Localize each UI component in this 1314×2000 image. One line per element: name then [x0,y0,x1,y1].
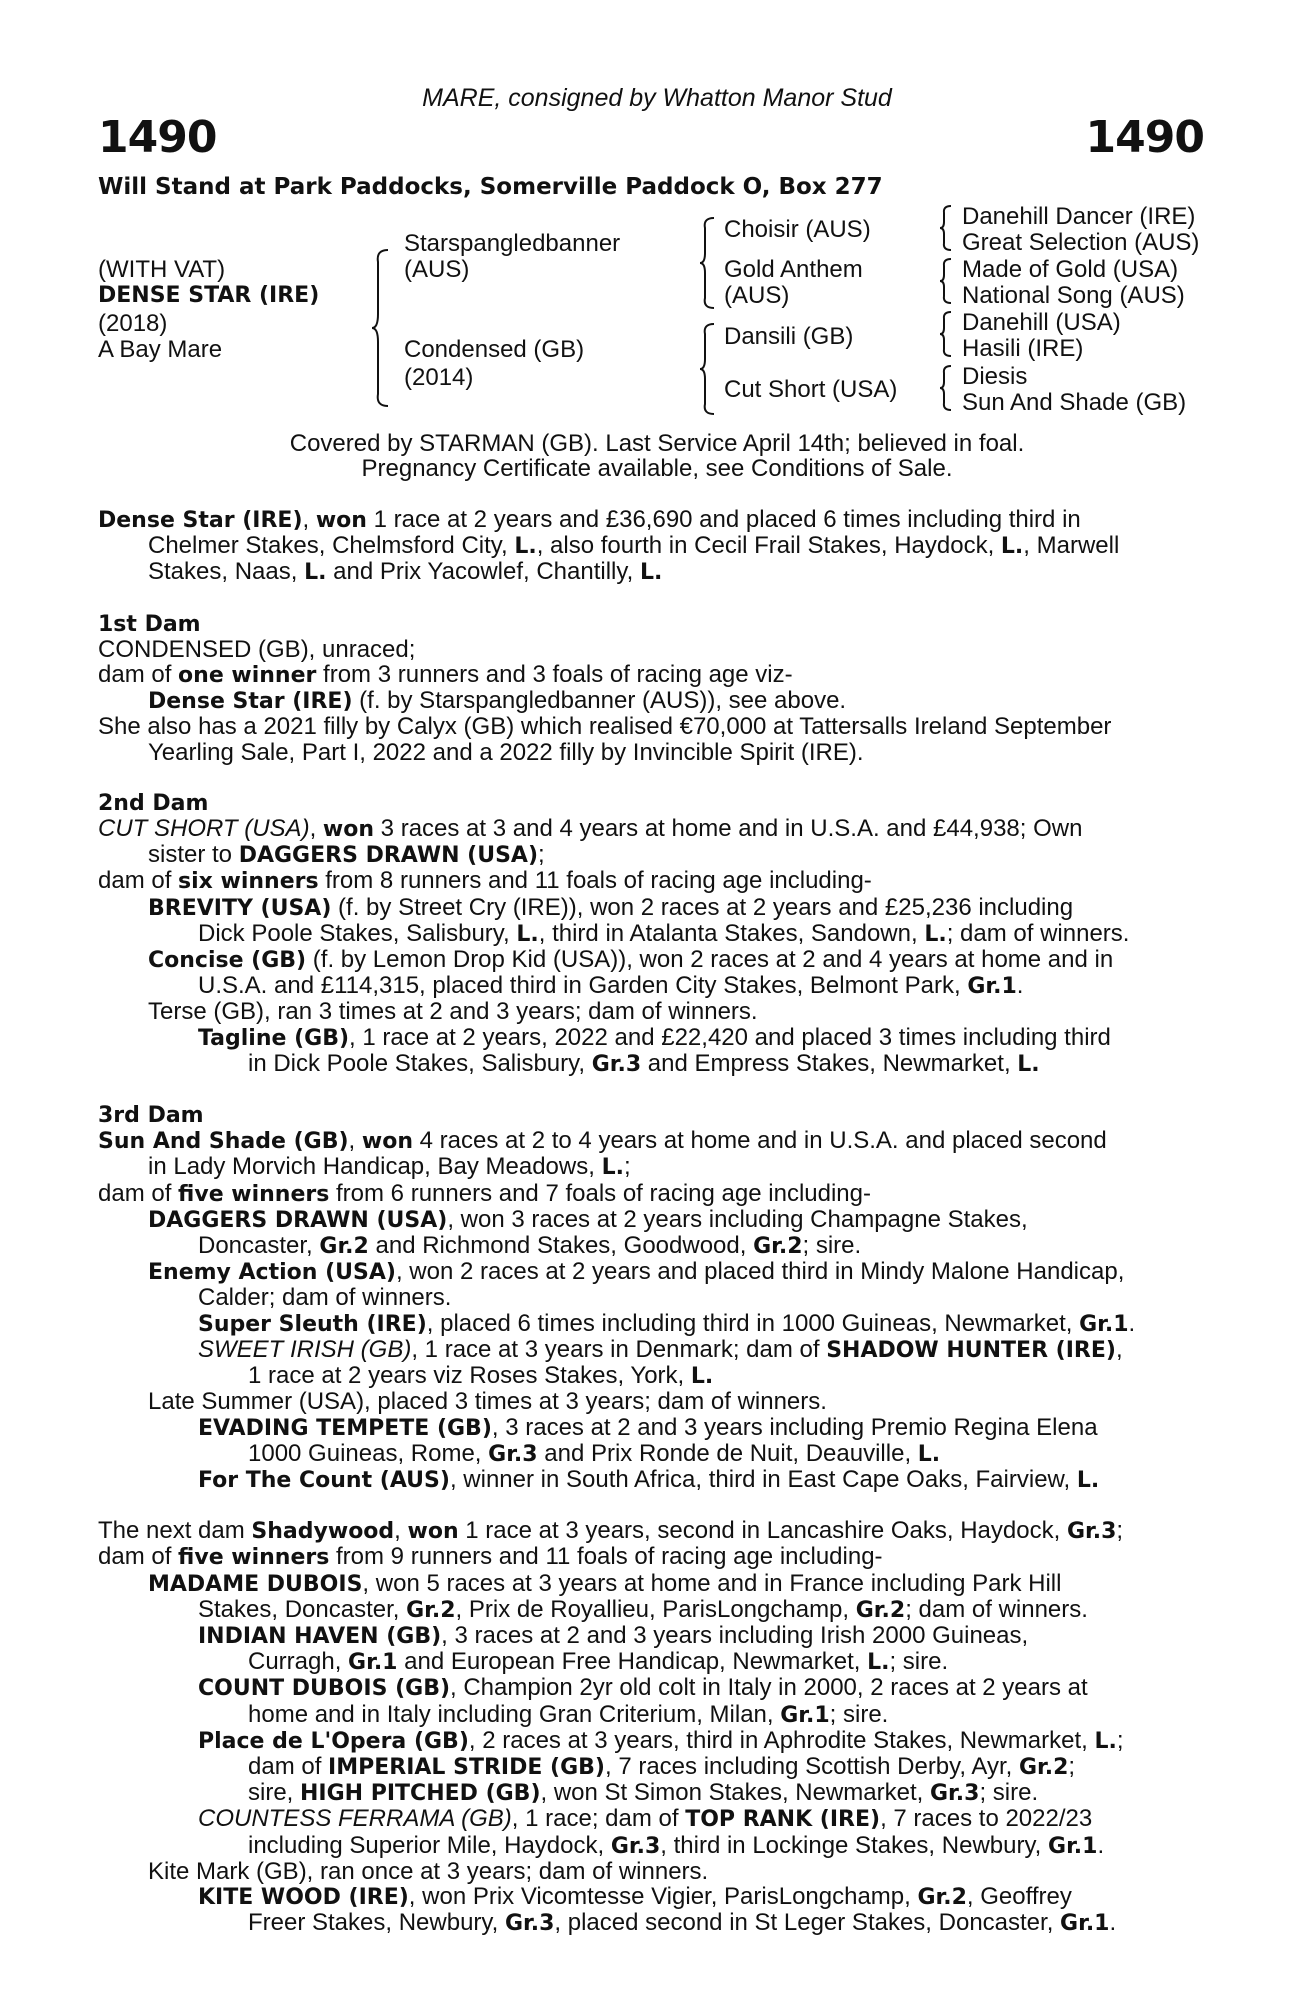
text-line [98,1649,1192,1675]
text: . [1016,972,1024,1000]
bold-text: TOP RANK (IRE) [685,1807,881,1833]
bold-text: L. [639,560,663,586]
text-line [98,662,1192,688]
italic-text: SWEET IRISH (GB) [198,1335,412,1363]
text-line [98,1154,1192,1180]
bold-text: Gr.3 [1066,1519,1117,1545]
covering-line-2: Pregnancy Certificate available, see Conditions of Sale. [361,455,953,482]
text-line [98,947,1192,973]
pedigree-brace-dam [698,322,718,416]
pedigree-brace-g3-2 [938,257,954,305]
text: 1000 Guineas, Rome, [248,1439,489,1467]
text-line [98,842,1192,868]
text-line [98,1910,1192,1936]
text-line [98,714,1192,739]
bold-text: Gr.1 [1048,1833,1098,1859]
text-line [98,1128,1192,1154]
sire-dam-line1: Gold Anthem [724,256,863,283]
text: Freer Stakes, Newbury, [248,1909,505,1937]
bold-text: Gr.1 [967,974,1017,1000]
bold-text: L. [1017,1051,1040,1077]
bold-text: five winners [178,1181,330,1207]
bold-text: Gr.3 [591,1051,642,1077]
text: and Prix Ronde de Nuit, Deauville, [537,1439,918,1467]
bold-text: Gr.1 [1060,1911,1110,1937]
gen3-6: Hasili (IRE) [962,335,1084,362]
text: from 8 runners and 11 foals of racing age including- [318,867,872,895]
bold-text: MADAME DUBOIS [148,1571,363,1597]
text: (f. by Street Cry (IRE)), won 2 races at 2 years and £25,236 including [331,893,1074,921]
bold-text: For The Count (AUS) [198,1467,450,1493]
text-line [98,1780,1192,1806]
text-line [98,1285,1192,1310]
bold-text: Sun And Shade (GB) [98,1129,349,1155]
bold-text: L. [924,921,947,947]
text: , winner in South Africa, third in East Cape Oaks, Fairview, [449,1465,1077,1493]
bold-text: Dense Star (IRE) [148,689,353,715]
bold-text: Gr.3 [610,1833,661,1859]
catalogue-text [98,507,1192,1936]
text: , Champion 2yr old colt in Italy in 2000, 2 races at 2 years at [450,1674,1088,1702]
text: sire, [248,1779,301,1807]
lot-number-right: 1490 [1085,112,1204,163]
text: , 2 races at 3 years, third in Aphrodite Stakes, Newmarket, [468,1726,1095,1754]
text-line [98,1544,1192,1570]
text: , placed 6 times including third in 1000 Guineas, Newmarket, [426,1309,1080,1337]
gen3-2: Great Selection (AUS) [962,229,1200,256]
bold-text: Enemy Action (USA) [148,1260,396,1286]
text-line [98,868,1192,894]
text-line [98,1025,1192,1051]
text: ; [1116,1726,1124,1754]
section-heading [98,790,1192,816]
text: , won 3 races at 2 years including Champagne Stakes, [447,1205,1028,1233]
sire-sire: Choisir (AUS) [724,216,871,243]
bold-text: Gr.2 [406,1597,456,1623]
text: , also fourth in Cecil Frail Stakes, Haydock, [536,532,1001,560]
text: , Prix de Royallieu, ParisLongchamp, [455,1595,856,1623]
text: dam of [98,1179,179,1207]
bold-text: L. [1000,534,1024,560]
bold-text: L. [514,534,537,560]
text: , won 2 races at 2 years and placed third in Mindy Malone Handicap, [395,1258,1125,1286]
text: including Superior Mile, Haydock, [248,1831,611,1859]
bold-text: IMPERIAL STRIDE (GB) [328,1754,605,1780]
text-line [98,816,1192,842]
bold-text: L. [304,560,327,586]
text: ; dam of winners. [905,1595,1088,1623]
bold-text: 2nd Dam [98,790,209,816]
bold-text: KITE WOOD (IRE) [198,1884,409,1910]
bold-text: DAGGERS DRAWN (USA) [238,843,539,869]
text-line [98,1518,1192,1544]
text: Kite Mark (GB), ran once at 3 years; dam of winners. [148,1857,709,1885]
bold-text: HIGH PITCHED (GB) [300,1781,541,1807]
bold-text: Dense Star (IRE) [98,508,303,533]
bold-text: 3rd Dam [98,1103,204,1129]
text: ; dam of winners. [946,919,1130,947]
text-line [98,1363,1192,1389]
text: CONDENSED (GB), unraced; [98,635,416,663]
text: Stakes, Doncaster, [198,1595,407,1623]
bold-text: BREVITY (USA) [148,895,332,921]
text-line [98,1728,1192,1754]
text-line [98,1884,1192,1910]
text: ; [538,841,545,869]
horse-year: (2018) [98,310,168,337]
stand-info: Will Stand at Park Paddocks, Somerville Paddock O, Box 277 [98,174,883,200]
text: ; sire. [889,1648,949,1676]
text: . [1109,1909,1117,1937]
text: , [1115,1335,1123,1363]
bold-text: six winners [178,869,319,895]
dam-name-line1: Condensed (GB) [404,336,585,363]
text: , won 5 races at 3 years at home and in France including Park Hill [362,1569,1062,1597]
text: ; sire. [829,1700,889,1728]
bold-text: L. [690,1364,714,1390]
text: dam of [98,661,179,689]
text-line [98,637,1192,662]
bold-text: Gr.3 [930,1781,980,1807]
horse-vat: (WITH VAT) [98,256,226,283]
bold-text: won [407,1519,459,1545]
text: , [348,1127,362,1155]
text: 3 races at 3 and 4 years at home and in U.S.A. and £44,938; Own [374,815,1083,843]
text: and European Free Handicap, Newmarket, [397,1648,868,1676]
text: Dick Poole Stakes, Salisbury, [198,919,517,947]
gen3-1: Danehill Dancer (IRE) [962,203,1196,230]
text: , 3 races at 2 and 3 years including Irish 2000 Guineas, [441,1621,1029,1649]
pedigree-brace-g3-1 [938,204,954,252]
text-line [98,533,1192,559]
text: and Prix Yacowlef, Chantilly, [326,558,640,586]
bold-text: Gr.2 [917,1884,967,1910]
text-line [98,559,1192,585]
pedigree-brace-main [370,248,392,408]
bold-text: Gr.2 [1018,1754,1069,1780]
gen3-3: Made of Gold (USA) [962,256,1179,283]
text: Yearling Sale, Part I, 2022 and a 2022 filly by Invincible Spirit (IRE). [148,738,864,766]
bold-text: Gr.3 [488,1441,538,1467]
text: ; sire. [979,1779,1039,1807]
gen3-4: National Song (AUS) [962,282,1185,309]
section-heading [98,1102,1192,1128]
text: The next dam [98,1517,252,1545]
text: in Dick Poole Stakes, Salisbury, [248,1049,592,1077]
text: . [1097,1831,1105,1859]
bold-text: L. [1094,1728,1117,1754]
text: Late Summer (USA), placed 3 times at 3 years; dam of winners. [148,1388,827,1416]
horse-description: A Bay Mare [98,336,223,363]
text-line [98,1833,1192,1859]
text-line [98,921,1192,947]
text: 1 race at 3 years, second in Lancashire Oaks, Haydock, [458,1517,1067,1545]
text: in Lady Morvich Handicap, Bay Meadows, [148,1153,602,1181]
text: , won St Simon Stakes, Newmarket, [540,1779,930,1807]
text: ; [623,1153,631,1181]
bold-text: Shadywood [251,1519,395,1545]
bold-text: Place de L'Opera (GB) [198,1728,469,1754]
text: , [302,506,316,533]
sire-name-line1: Starspangledbanner [404,230,621,257]
text-line [98,1181,1192,1207]
bold-text: SHADOW HUNTER (IRE) [826,1337,1116,1363]
consignor-subtitle: MARE, consigned by Whatton Manor Stud [422,84,892,112]
text-line [98,1337,1192,1363]
text: , 1 race at 3 years in Denmark; dam of [411,1335,827,1363]
text-line [98,1233,1192,1259]
pedigree-brace-sire [698,216,718,310]
bold-text: Gr.2 [319,1234,369,1260]
text: Stakes, Naas, [148,558,305,586]
text: dam of [98,867,179,895]
text-line [98,1623,1192,1649]
text: home and in Italy including Gran Criterium, Milan, [248,1700,781,1728]
text-line [98,999,1192,1024]
text: from 3 runners and 3 foals of racing age viz- [316,661,793,689]
text: (f. by Lemon Drop Kid (USA)), won 2 races at 2 and 4 years at home and in [306,946,1114,974]
dam-dam: Cut Short (USA) [724,376,898,403]
text-line [98,740,1192,765]
text: ; [1116,1517,1124,1545]
text: Doncaster, [198,1232,320,1260]
text-line [98,1207,1192,1233]
text: 1 race at 2 years viz Roses Stakes, York, [248,1362,691,1390]
text: , 7 races to 2022/23 [880,1805,1093,1833]
text-line [98,895,1192,921]
text: , 1 race at 2 years, 2022 and £22,420 and placed 3 times including third [349,1023,1111,1051]
bold-text: won [322,817,375,843]
bold-text: L. [601,1155,624,1181]
text: , [309,815,323,843]
text-line [98,507,1192,533]
text: from 6 runners and 7 foals of racing age including- [329,1179,871,1207]
text: Chelmer Stakes, Chelmsford City, [148,532,515,560]
text-line [98,1571,1192,1597]
text: , third in Lockinge Stakes, Newbury, [660,1831,1049,1859]
bold-text: one winner [178,663,317,689]
bold-text: COUNT DUBOIS (GB) [198,1676,451,1702]
bold-text: INDIAN HAVEN (GB) [198,1623,442,1649]
pedigree-brace-g3-3 [938,310,954,358]
bold-text: Super Sleuth (IRE) [198,1311,427,1337]
text: sister to [148,841,239,869]
text: , [394,1517,408,1545]
text: 4 races at 2 to 4 years at home and in U.S.A. and placed second [413,1127,1107,1155]
text: , won Prix Vicomtesse Vigier, ParisLongchamp, [408,1882,918,1910]
text: from 9 runners and 11 foals of racing age including- [329,1543,883,1571]
bold-text: L. [1076,1467,1100,1493]
text-line [98,1389,1192,1414]
text-line [98,973,1192,999]
bold-text: Gr.1 [348,1650,398,1676]
text-line [98,1311,1192,1337]
text-line [98,1467,1192,1493]
lot-number-left: 1490 [98,112,217,163]
text: , 7 races including Scottish Derby, Ayr, [604,1752,1019,1780]
text: Calder; dam of winners. [198,1284,452,1312]
gen3-7: Diesis [962,363,1028,390]
sire-dam-line2: (AUS) [724,282,790,309]
bold-text: Gr.1 [780,1702,830,1728]
bold-text: Tagline (GB) [198,1025,350,1051]
text: Terse (GB), ran 3 times at 2 and 3 years; dam of winners. [148,998,758,1026]
text-line [98,1051,1192,1077]
text-line [98,688,1192,714]
text: ; sire. [802,1232,862,1260]
bold-text: won [315,508,367,533]
pedigree-brace-g3-4 [938,364,954,412]
dam-sire: Dansili (GB) [724,323,854,350]
covering-line-1: Covered by STARMAN (GB). Last Service April 14th; believed in foal. [289,430,1025,457]
text-line [98,1259,1192,1285]
bold-text: won [361,1129,413,1155]
text-line [98,1441,1192,1467]
italic-text: CUT SHORT (USA) [98,815,310,843]
text-line [98,1806,1192,1832]
text: , 3 races at 2 and 3 years including Premio Regina Elena [491,1413,1098,1441]
text-line [98,1754,1192,1780]
bold-text: Gr.3 [504,1911,555,1937]
text: (f. by Starspangledbanner (AUS)), see above. [352,687,847,715]
bold-text: DAGGERS DRAWN (USA) [148,1207,448,1233]
text: , Marwell [1023,532,1120,560]
bold-text: L. [516,921,539,947]
text: , placed second in St Leger Stakes, Doncaster, [554,1909,1061,1937]
text: , third in Atalanta Stakes, Sandown, [538,919,925,947]
text: ; [1068,1752,1076,1780]
bold-text: five winners [178,1545,330,1571]
text: She also has a 2021 filly by Calyx (GB) which realised €70,000 at Tattersalls Ireland September [98,713,1112,741]
text-line [98,1597,1192,1623]
dam-name-line2: (2014) [404,364,474,391]
text: and Empress Stakes, Newmarket, [641,1049,1018,1077]
text-line [98,1675,1192,1701]
text: , 1 race; dam of [511,1805,686,1833]
text: dam of [98,1543,179,1571]
horse-name: DENSE STAR (IRE) [98,283,320,308]
text: 1 race at 2 years and £36,690 and placed 6 times including third in [366,506,1081,533]
text: . [1128,1309,1136,1337]
bold-text: Gr.2 [855,1597,906,1623]
text: dam of [248,1752,329,1780]
text: U.S.A. and £114,315, placed third in Garden City Stakes, Belmont Park, [198,972,968,1000]
text-line [98,1415,1192,1441]
sire-name-line2: (AUS) [404,256,470,283]
text-line [98,1702,1192,1728]
text-line [98,1859,1192,1884]
bold-text: 1st Dam [98,611,201,637]
section-heading [98,611,1192,637]
bold-text: EVADING TEMPETE (GB) [198,1415,492,1441]
bold-text: Concise (GB) [148,948,307,974]
gen3-8: Sun And Shade (GB) [962,389,1187,416]
bold-text: L. [917,1441,941,1467]
bold-text: L. [867,1650,890,1676]
gen3-5: Danehill (USA) [962,309,1121,336]
bold-text: Gr.1 [1079,1311,1129,1337]
italic-text: COUNTESS FERRAMA (GB) [198,1805,512,1833]
bold-text: Gr.2 [753,1234,803,1260]
text: Curragh, [248,1648,349,1676]
text: and Richmond Stakes, Goodwood, [368,1232,754,1260]
text: , Geoffrey [966,1882,1072,1910]
